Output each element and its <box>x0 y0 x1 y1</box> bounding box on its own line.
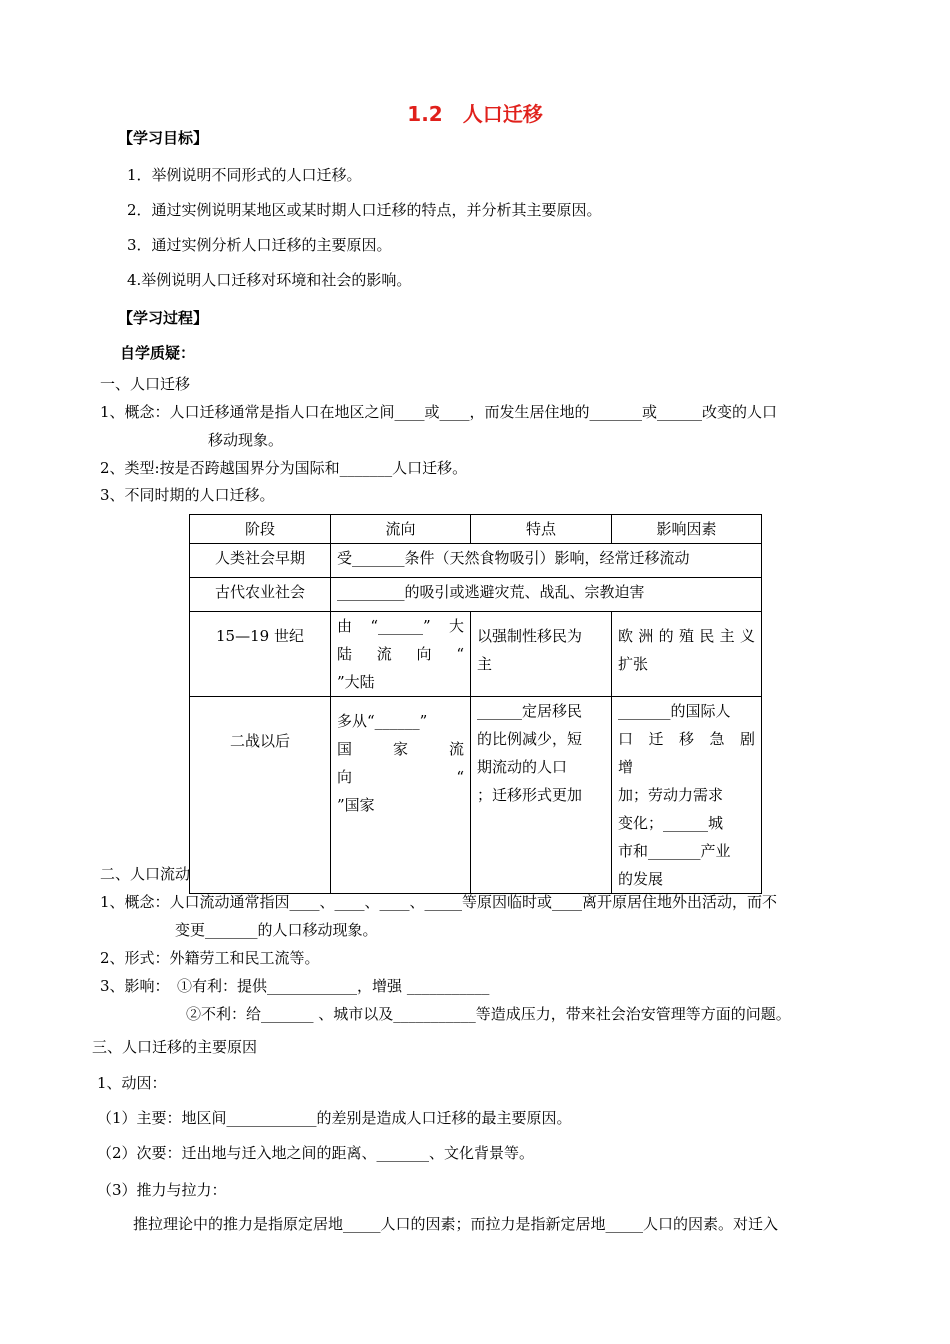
section-2-heading: 二、人口流动 <box>100 865 191 883</box>
feature-line: 主 <box>477 655 493 673</box>
flow-line: ”大陆 <box>337 673 375 691</box>
impact-negative-line: ②不利：给_______ 、城市以及___________等造成压力，带来社会治安管理等方面的问题。 <box>186 1005 791 1023</box>
factor-line: 变化；______城 <box>618 814 724 832</box>
table-header: 特点 <box>471 515 612 544</box>
secondary-reason-line: （2）次要：迁出地与迁入地之间的距离、_______、文化背景等。 <box>97 1144 535 1162</box>
flow-cell <box>331 697 480 894</box>
factor-line: 加；劳动力需求 <box>618 786 724 804</box>
factor-cell <box>612 697 771 894</box>
periods-line: 3、不同时期的人口迁移。 <box>100 486 275 504</box>
objectives-heading: 【学习目标】 <box>118 129 209 147</box>
type-line: 2、类型:按是否跨越国界分为国际和_______人口迁移。 <box>100 459 468 477</box>
flow-line: 陆 流 向 “ <box>337 645 464 663</box>
flow-line: 多从“______” <box>337 712 428 730</box>
factor-line: 市和_______产业 <box>618 842 731 860</box>
factor-line: 的发展 <box>618 870 664 888</box>
factor-line: 欧洲的殖民主义 <box>618 627 755 645</box>
flow-concept-line: 1、概念：人口流动通常指因____、____、____、_____等原因临时或____离开原居住地外出活动，而不 <box>100 893 778 911</box>
objective-item: 4.举例说明人口迁移对环境和社会的影响。 <box>127 271 412 289</box>
feature-cell <box>471 697 612 894</box>
table-header: 流向 <box>331 515 471 544</box>
page-title: 1.2 人口迁移 <box>407 102 543 126</box>
flow-line: 由“______”大 <box>337 617 464 635</box>
objective-item: 2．通过实例说明某地区或某时期人口迁移的特点，并分析其主要原因。 <box>127 201 602 219</box>
merged-cell: 受_______条件（天然食物吸引）影响，经常迁移流动 <box>331 544 762 578</box>
factor-line: 口 迁 移 急 剧 增 <box>618 730 771 776</box>
concept-line: 1、概念：人口迁移通常是指人口在地区之间____或____，而发生居住地的_______或______改变的人口 <box>100 403 778 421</box>
flow-cell <box>331 612 471 697</box>
form-line: 2、形式：外籍劳工和民工流等。 <box>100 949 320 967</box>
main-reason-line: （1）主要：地区间____________的差别是造成人口迁移的最主要原因。 <box>97 1109 572 1127</box>
stage-cell: 古代农业社会 <box>190 578 331 612</box>
flow-line: ”国家 <box>337 796 375 814</box>
table-header: 阶段 <box>190 515 331 544</box>
feature-line: 期流动的人口 <box>477 758 568 776</box>
feature-cell <box>471 612 612 697</box>
migration-periods-table <box>189 514 771 894</box>
feature-line: 的比例减少，短 <box>477 730 583 748</box>
stage-cell: 15—19 世纪 <box>190 612 331 697</box>
section-1-heading: 一、人口迁移 <box>100 375 191 393</box>
stage-cell: 人类社会早期 <box>190 544 331 578</box>
flow-line: 国 家 流 向 “ <box>337 740 480 786</box>
feature-line: 以强制性移民为 <box>477 627 583 645</box>
push-pull-heading: （3）推力与拉力： <box>97 1181 227 1199</box>
table-header: 影响因素 <box>612 515 762 544</box>
factor-line: _______的国际人 <box>618 702 731 720</box>
objective-item: 1．举例说明不同形式的人口迁移。 <box>127 166 362 184</box>
feature-line: ______定居移民 <box>477 702 583 720</box>
motive-line: 1、动因： <box>97 1074 167 1092</box>
feature-line: ；迁移形式更加 <box>477 786 583 804</box>
concept-line-continued: 移动现象。 <box>208 431 284 449</box>
factor-line: 扩张 <box>618 655 649 673</box>
stage-cell: 二战以后 <box>190 697 331 894</box>
section-3-heading: 三、人口迁移的主要原因 <box>92 1038 258 1056</box>
objective-item: 3．通过实例分析人口迁移的主要原因。 <box>127 236 392 254</box>
factor-cell <box>612 612 762 697</box>
impact-line: 3、影响： ①有利：提供____________，增强 ___________ <box>100 977 490 995</box>
process-heading: 【学习过程】 <box>118 309 209 327</box>
push-pull-line: 推拉理论中的推力是指原定居地_____人口的因素；而拉力是指新定居地_____人口的因素。对迁入 <box>133 1215 779 1233</box>
self-study-heading: 自学质疑： <box>120 344 196 362</box>
merged-cell: _________的吸引或逃避灾荒、战乱、宗教迫害 <box>331 578 762 612</box>
flow-concept-line-continued: 变更_______的人口移动现象。 <box>175 921 378 939</box>
